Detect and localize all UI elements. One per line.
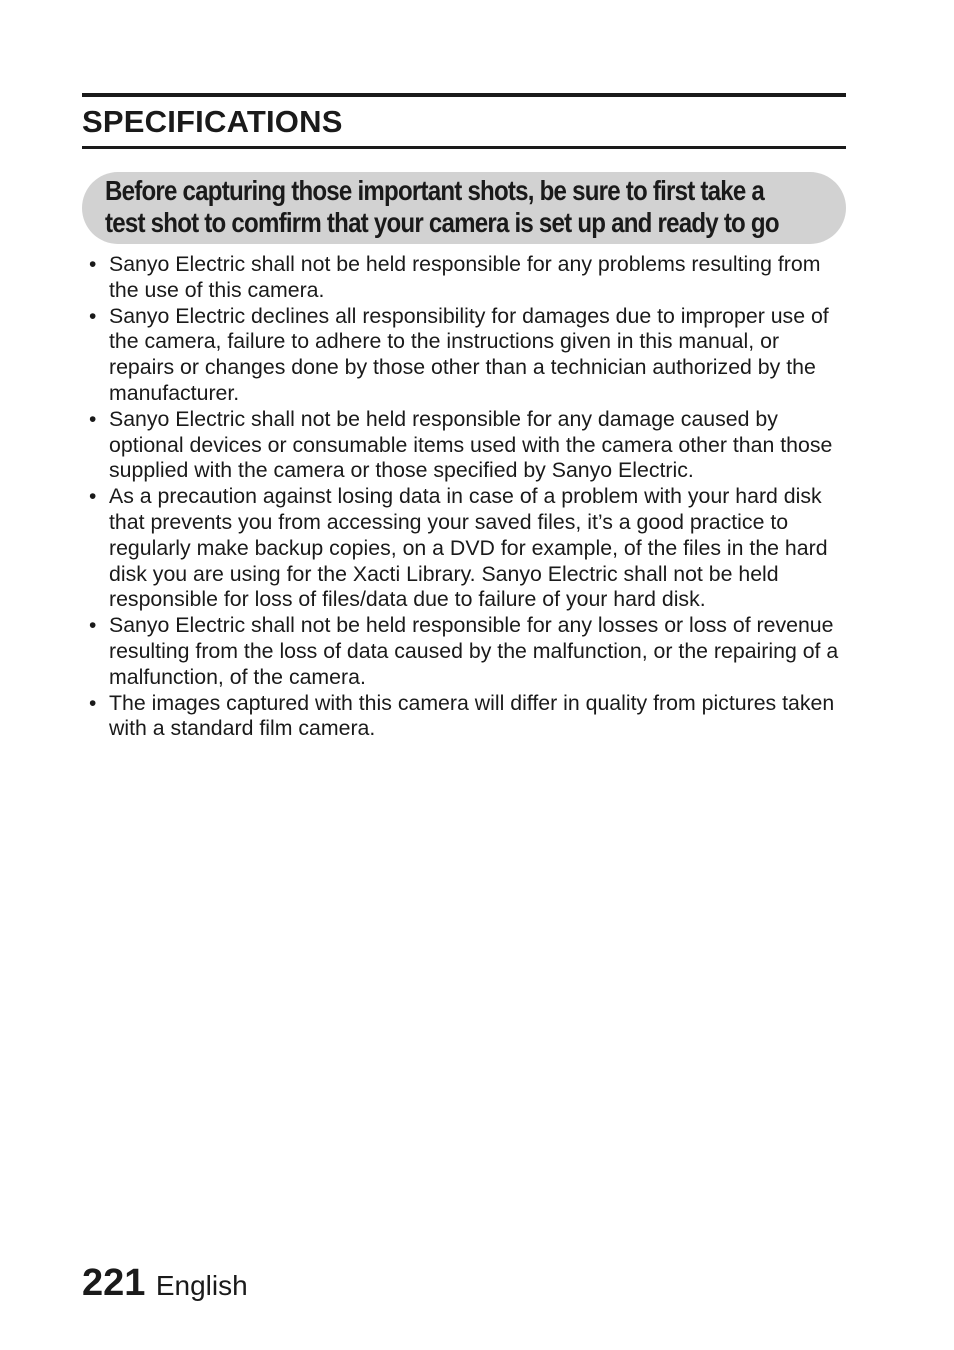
list-item-text: As a precaution against losing data in case of a problem with your hard disk that prevents you from accessing your saved files, it’s a good practice to regularly make backup copies, on a DVD for example, of the files in the hard disk you are using for the Xacti Library. Sanyo Electric shall not be held responsible for loss of files/data due to failure of your hard disk. xyxy=(109,484,828,612)
bullet-icon: • xyxy=(89,253,97,276)
list-item-text: Sanyo Electric shall not be held responsible for any problems resulting from the use of this camera. xyxy=(109,252,821,302)
list-item-text: Sanyo Electric declines all responsibility for damages due to improper use of the camera, failure to adhere to the instructions given in this manual, or repairs or changes done by those other than a technician authorized by the manufacturer. xyxy=(109,303,829,405)
disclaimer-list xyxy=(82,252,846,742)
list-item-text: Sanyo Electric shall not be held responsible for any losses or loss of revenue resulting from the loss of data caused by the malfunction, or the repairing of a malfunction, of the camera. xyxy=(109,613,839,689)
bullet-icon: • xyxy=(89,485,97,509)
bullet-icon: • xyxy=(89,614,97,638)
bullet-icon: • xyxy=(89,407,97,431)
list-item xyxy=(82,304,846,407)
page-footer xyxy=(82,1263,248,1303)
page-number: 221 xyxy=(82,1262,146,1304)
list-item xyxy=(82,691,846,743)
bullet-icon: • xyxy=(89,304,97,328)
section-header xyxy=(82,93,846,149)
bullet-icon: • xyxy=(89,691,97,715)
list-item xyxy=(82,407,846,484)
list-item-text: Sanyo Electric shall not be held responsible for any damage caused by optional devices or consumable items used with the camera other than those supplied with the camera or those specified by Sanyo Electric. xyxy=(109,406,833,483)
list-item xyxy=(82,613,846,690)
list-item xyxy=(82,484,846,613)
notice-text xyxy=(105,175,845,239)
notice-line-1: Before capturing those important shots, be sure to first take a xyxy=(105,175,765,206)
list-item-text: The images captured with this camera will differ in quality from pictures taken with a standard film camera. xyxy=(109,690,835,741)
notice-line-2: test shot to comfirm that your camera is set up and ready to go xyxy=(105,207,779,238)
list-item xyxy=(82,252,846,304)
notice-banner xyxy=(82,172,846,244)
page-language: English xyxy=(155,1270,248,1301)
page-title: SPECIFICATIONS xyxy=(82,104,343,139)
